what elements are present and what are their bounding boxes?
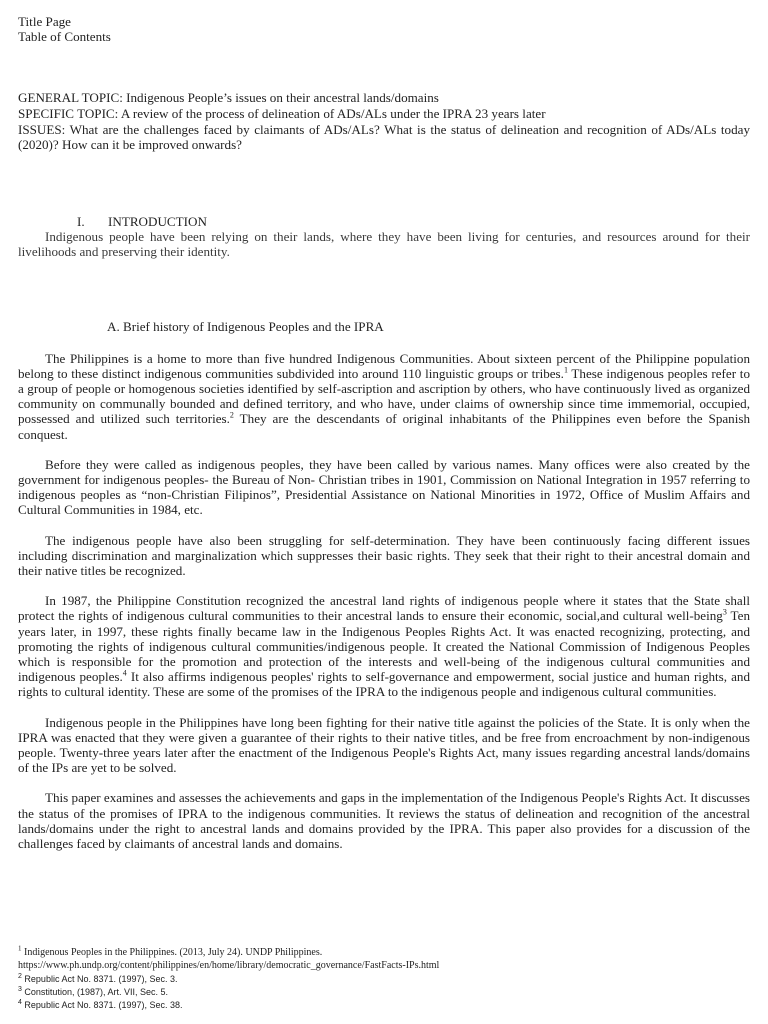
toc-entry: Table of Contents [18, 29, 111, 45]
footnote-ref-1[interactable]: 1 [563, 365, 568, 375]
paragraph-1-text-a: The Philippines is a home to more than five hundred Indigenous Communities. About sixteen percent of the Philippine population belong to these distinct indigenous communities subdivided into around 110 linguistic groups or tribes. [18, 350, 750, 381]
footnote-num: 4 [18, 999, 22, 1007]
footnote-num: 3 [18, 985, 22, 993]
paragraph-1 [18, 351, 750, 442]
footnote-1 [18, 946, 750, 959]
footnote-4 [18, 999, 750, 1012]
paragraph-1-text-c: They are the descendants of original inhabitants of the Philippines even before the Spanish conquest. [18, 411, 751, 442]
footnote-ref-4[interactable]: 4 [122, 668, 127, 678]
paragraph-4-text-a: In 1987, the Philippine Constitution recognized the ancestral land rights of indigenous people where it states that the State shall protect the rights of indigenous cultural communities to their ancestral lands to ensure their economic, social,and cultural well-being [18, 593, 750, 624]
footnote-ref-2[interactable]: 2 [229, 411, 234, 421]
introduction-heading [18, 214, 750, 229]
footnote-num: 2 [18, 972, 22, 980]
paragraph-4-text-c: It also affirms indigenous peoples' rights to self-governance and empowerment, social justice and human rights, and rights to cultural identity. These are some of the promises of the IPRA to the indigenous people and indigenous cultural communities. [18, 669, 751, 700]
footnote-text: Republic Act No. 8371. (1997), Sec. 38. [24, 1000, 183, 1011]
footnote-text: Constitution, (1987), Art. VII, Sec. 5. [24, 986, 168, 997]
paragraph-5: Indigenous people in the Philippines have long been fighting for their native title against the policies of the State. It is only when the IPRA was enacted that they were given a guarantee of their rights to their native titles, and be free from encroachment by non-indigenous people. Twenty-three years later after the enactment of the Indigenous People's Rights Act, many issues regarding ancestral lands/domains of the IPs are yet to be solved. [18, 714, 750, 776]
topics-block [18, 90, 750, 152]
footnote-3 [18, 986, 750, 999]
footnote-num: 1 [18, 944, 22, 953]
footnote-text: Indigenous Peoples in the Philippines. (2013, July 24). UNDP Philippines. [24, 947, 323, 958]
paragraph-1-text-b: These indigenous peoples refer to a group of people or homogenous societies identified by self-ascription and ascription by others, who have continuously lived as organized community on communally bounded and defined territory, and who have, under claims of ownership since time immemorial, occupied, possessed and utilized such territories. [18, 365, 750, 427]
general-topic: GENERAL TOPIC: Indigenous People’s issues on their ancestral lands/domains [18, 90, 439, 106]
paragraph-6: This paper examines and assesses the achievements and gaps in the implementation of the Indigenous People's Rights Act. It discusses the status of the promises of IPRA to the indigenous communities. It reviews the status of delineation and recognition of the ancestral lands/domains under the right to ancestral lands and domains provided by the IPRA. This paper also provides for a discussion of the challenges faced by claimants of ancestral lands and domains. [18, 790, 750, 852]
paragraph-4 [18, 593, 750, 699]
paragraph-4-text-b: Ten years later, in 1997, these rights finally became law in the Indigenous Peoples Rights Act. It was enacted recognizing, protecting, and promoting the rights of indigenous cultural communities/indigenous people. It created the National Commission of Indigenous Peoples which is responsible for the promotion and protection of the interests and well-being of the indigenous cultural communities and indigenous peoples. [18, 608, 750, 685]
footnote-link[interactable]: https://www.ph.undp.org/content/philippines/en/home/library/democratic_governance/FastFacts-IPs.html [18, 960, 440, 972]
introduction-title: INTRODUCTION [108, 213, 207, 229]
paragraph-2: Before they were called as indigenous peoples, they have been called by various names. Many offices were also created by the government for indigenous peoples- the Bureau of Non- Christian tribes in 1901, Commission on National Integration in 1957 referring to indigenous peoples as “non-Christian Filipinos”, Presidential Assistance on National Minorities in 1972, Office of Muslim Affairs and Cultural Communities in 1984, etc. [18, 456, 750, 518]
specific-topic: SPECIFIC TOPIC: A review of the process of delineation of ADs/ALs under the IPRA 23 years later [18, 106, 546, 121]
footnote-1-url[interactable] [18, 959, 750, 972]
footnote-text: Republic Act No. 8371. (1997), Sec. 3. [24, 973, 178, 984]
document-page [18, 14, 750, 851]
footnote-ref-3[interactable]: 3 [722, 608, 727, 618]
section-a-heading: A. Brief history of Indigenous Peoples and the IPRA [107, 319, 384, 335]
footnote-2 [18, 973, 750, 986]
footnotes [18, 946, 750, 1012]
issues: ISSUES: What are the challenges faced by claimants of ADs/ALs? What is the status of delineation and recognition of ADs/ALs today (2020)? How can it be improved onwards? [18, 121, 750, 153]
title-page-entry: Title Page [18, 14, 71, 29]
introduction-paragraph: Indigenous people have been relying on their lands, where they have been living for centuries, and resources around for their livelihoods and preserving their identity. [18, 228, 750, 260]
paragraph-3: The indigenous people have also been struggling for self-determination. They have been continuously facing different issues including discrimination and marginalization which suppresses their basic rights. They seek that their right to their ancestral domain and their native titles be recognized. [18, 532, 750, 579]
introduction-numeral: I. [77, 213, 85, 229]
